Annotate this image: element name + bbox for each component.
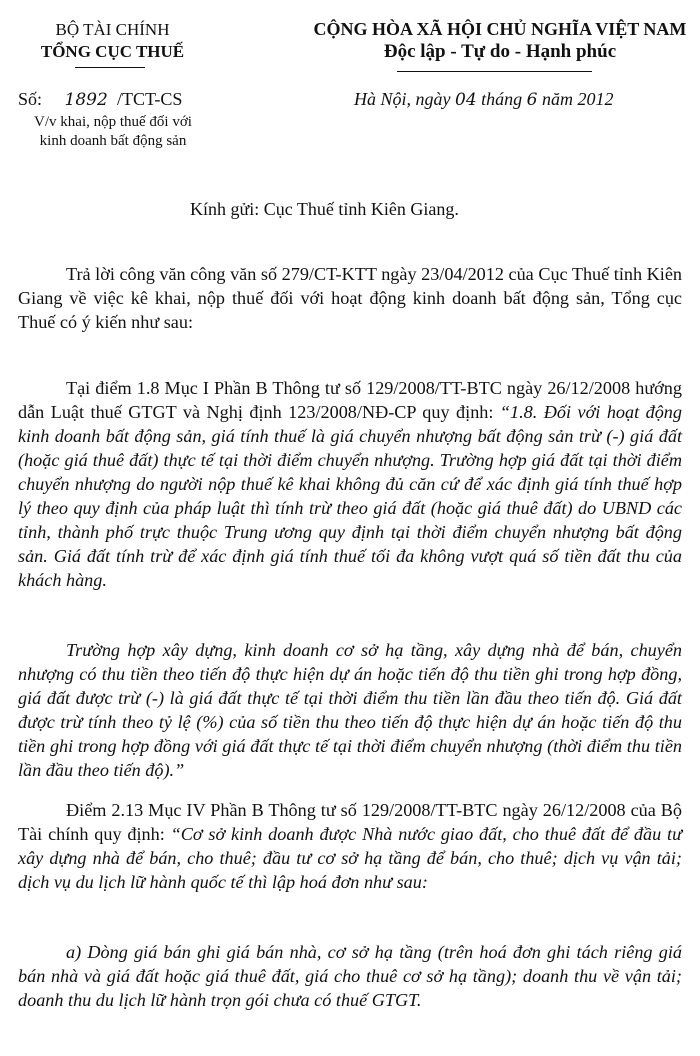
date-month-label: tháng	[481, 89, 523, 109]
subject-line-1: V/v khai, nộp thuế đối với	[34, 114, 192, 130]
article-2-13-lead: Điểm 2.13 Mục IV Phần B Thông tư số 129/2008/TT-BTC ngày 26/12/2008 của Bộ Tài chính quy định:	[18, 800, 682, 844]
paragraph-article-2-13	[18, 798, 682, 894]
article-1-8-lead: Tại điểm 1.8 Mục I Phần B Thông tư số 129/2008/TT-BTC ngày 26/12/2008 hướng dẫn Luật thuế GTGT và Nghị định 123/2008/NĐ-CP quy định:	[18, 378, 682, 422]
place-and-date	[354, 88, 613, 111]
agency-divider	[75, 67, 145, 68]
document-number-suffix: /TCT-CS	[117, 89, 183, 109]
article-2-13-quote: “Cơ sở kinh doanh được Nhà nước giao đất, cho thuê đất để đầu tư xây dựng nhà để bán, cho thuê; đầu tư cơ sở hạ tầng để bán, cho thuê; dịch vụ vận tải; dịch vụ du lịch lữ hành quốc tế thì lập hoá đơn như sau:	[18, 824, 682, 892]
paragraph-article-1-8	[18, 376, 682, 592]
motto-divider	[397, 71, 592, 72]
national-motto: Độc lập - Tự do - Hạnh phúc	[383, 41, 617, 62]
paragraph-progress-payment: Trường hợp xây dựng, kinh doanh cơ sở hạ tầng, xây dựng nhà để bán, chuyển nhượng có thu tiền theo tiến độ thực hiện dự án hoặc tiến độ thu tiền ghi trong hợp đồng, giá đất được trừ (-) là giá đất thực tế tại thời điểm thu tiền lần đầu theo tiến độ. Giá đất được trừ tính theo tỷ lệ (%) của số tiền thu theo tiến độ thực hiện dự án hoặc tiến độ thu tiền ghi trong hợp đồng với giá đất thực tế tại thời điểm chuyển nhượng (thời điểm thu tiền lần đầu theo tiến độ).”	[18, 640, 682, 780]
handwritten-month: 6	[526, 90, 538, 110]
handwritten-document-number: 1892	[64, 90, 108, 110]
document-number	[18, 88, 182, 111]
date-year: năm 2012	[541, 89, 614, 109]
paragraph-invoice-price-line: a) Dòng giá bán ghi giá bán nhà, cơ sở hạ tầng (trên hoá đơn ghi tách riêng giá bán nhà và giá đất hoặc giá thuê đất, giá cho thuê cơ sở hạ tầng); doanh thu về vận tải; doanh thu du lịch lữ hành trọn gói chưa có thuế GTGT.	[18, 942, 682, 1010]
recipient-line: Kính gửi: Cục Thuế tỉnh Kiên Giang.	[190, 199, 459, 219]
document-number-prefix: Số:	[18, 89, 43, 109]
department-name: TỔNG CỤC THUẾ	[40, 42, 185, 61]
subject-line-2: kinh doanh bất động sản	[39, 133, 187, 149]
paragraph-reply: Trả lời công văn công văn số 279/CT-KTT ngày 23/04/2012 của Cục Thuế tỉnh Kiên Giang về việc kê khai, nộp thuế đối với hoạt động kinh doanh bất động sản, Tổng cục Thuế có ý kiến như sau:	[18, 264, 682, 332]
handwritten-day: 04	[455, 90, 477, 110]
ministry-name: BỘ TÀI CHÍNH	[55, 20, 170, 39]
article-1-8-quote: “1.8. Đối với hoạt động kinh doanh bất động sản, giá tính thuế là giá chuyển nhượng bất động sản trừ (-) giá đất (hoặc giá thuê đất) thực tế tại thời điểm chuyển nhượng. Trường hợp giá đất tại thời điểm chuyển nhượng do người nộp thuế kê khai không đủ căn cứ để xác định giá tính thuế hợp lý theo quy định của pháp luật thì tính trừ theo giá đất (hoặc giá thuê đất) do UBND các tỉnh, thành phố trực thuộc Trung ương quy định tại thời điểm chuyển nhượng bất động sản. Giá đất tính trừ để xác định giá tính thuế tối đa không vượt quá số tiền đất thu của khách hàng.	[18, 402, 682, 590]
national-title: CỘNG HÒA XÃ HỘI CHỦ NGHĨA VIỆT NAM	[313, 19, 687, 39]
date-prefix: Hà Nội, ngày	[354, 89, 451, 109]
